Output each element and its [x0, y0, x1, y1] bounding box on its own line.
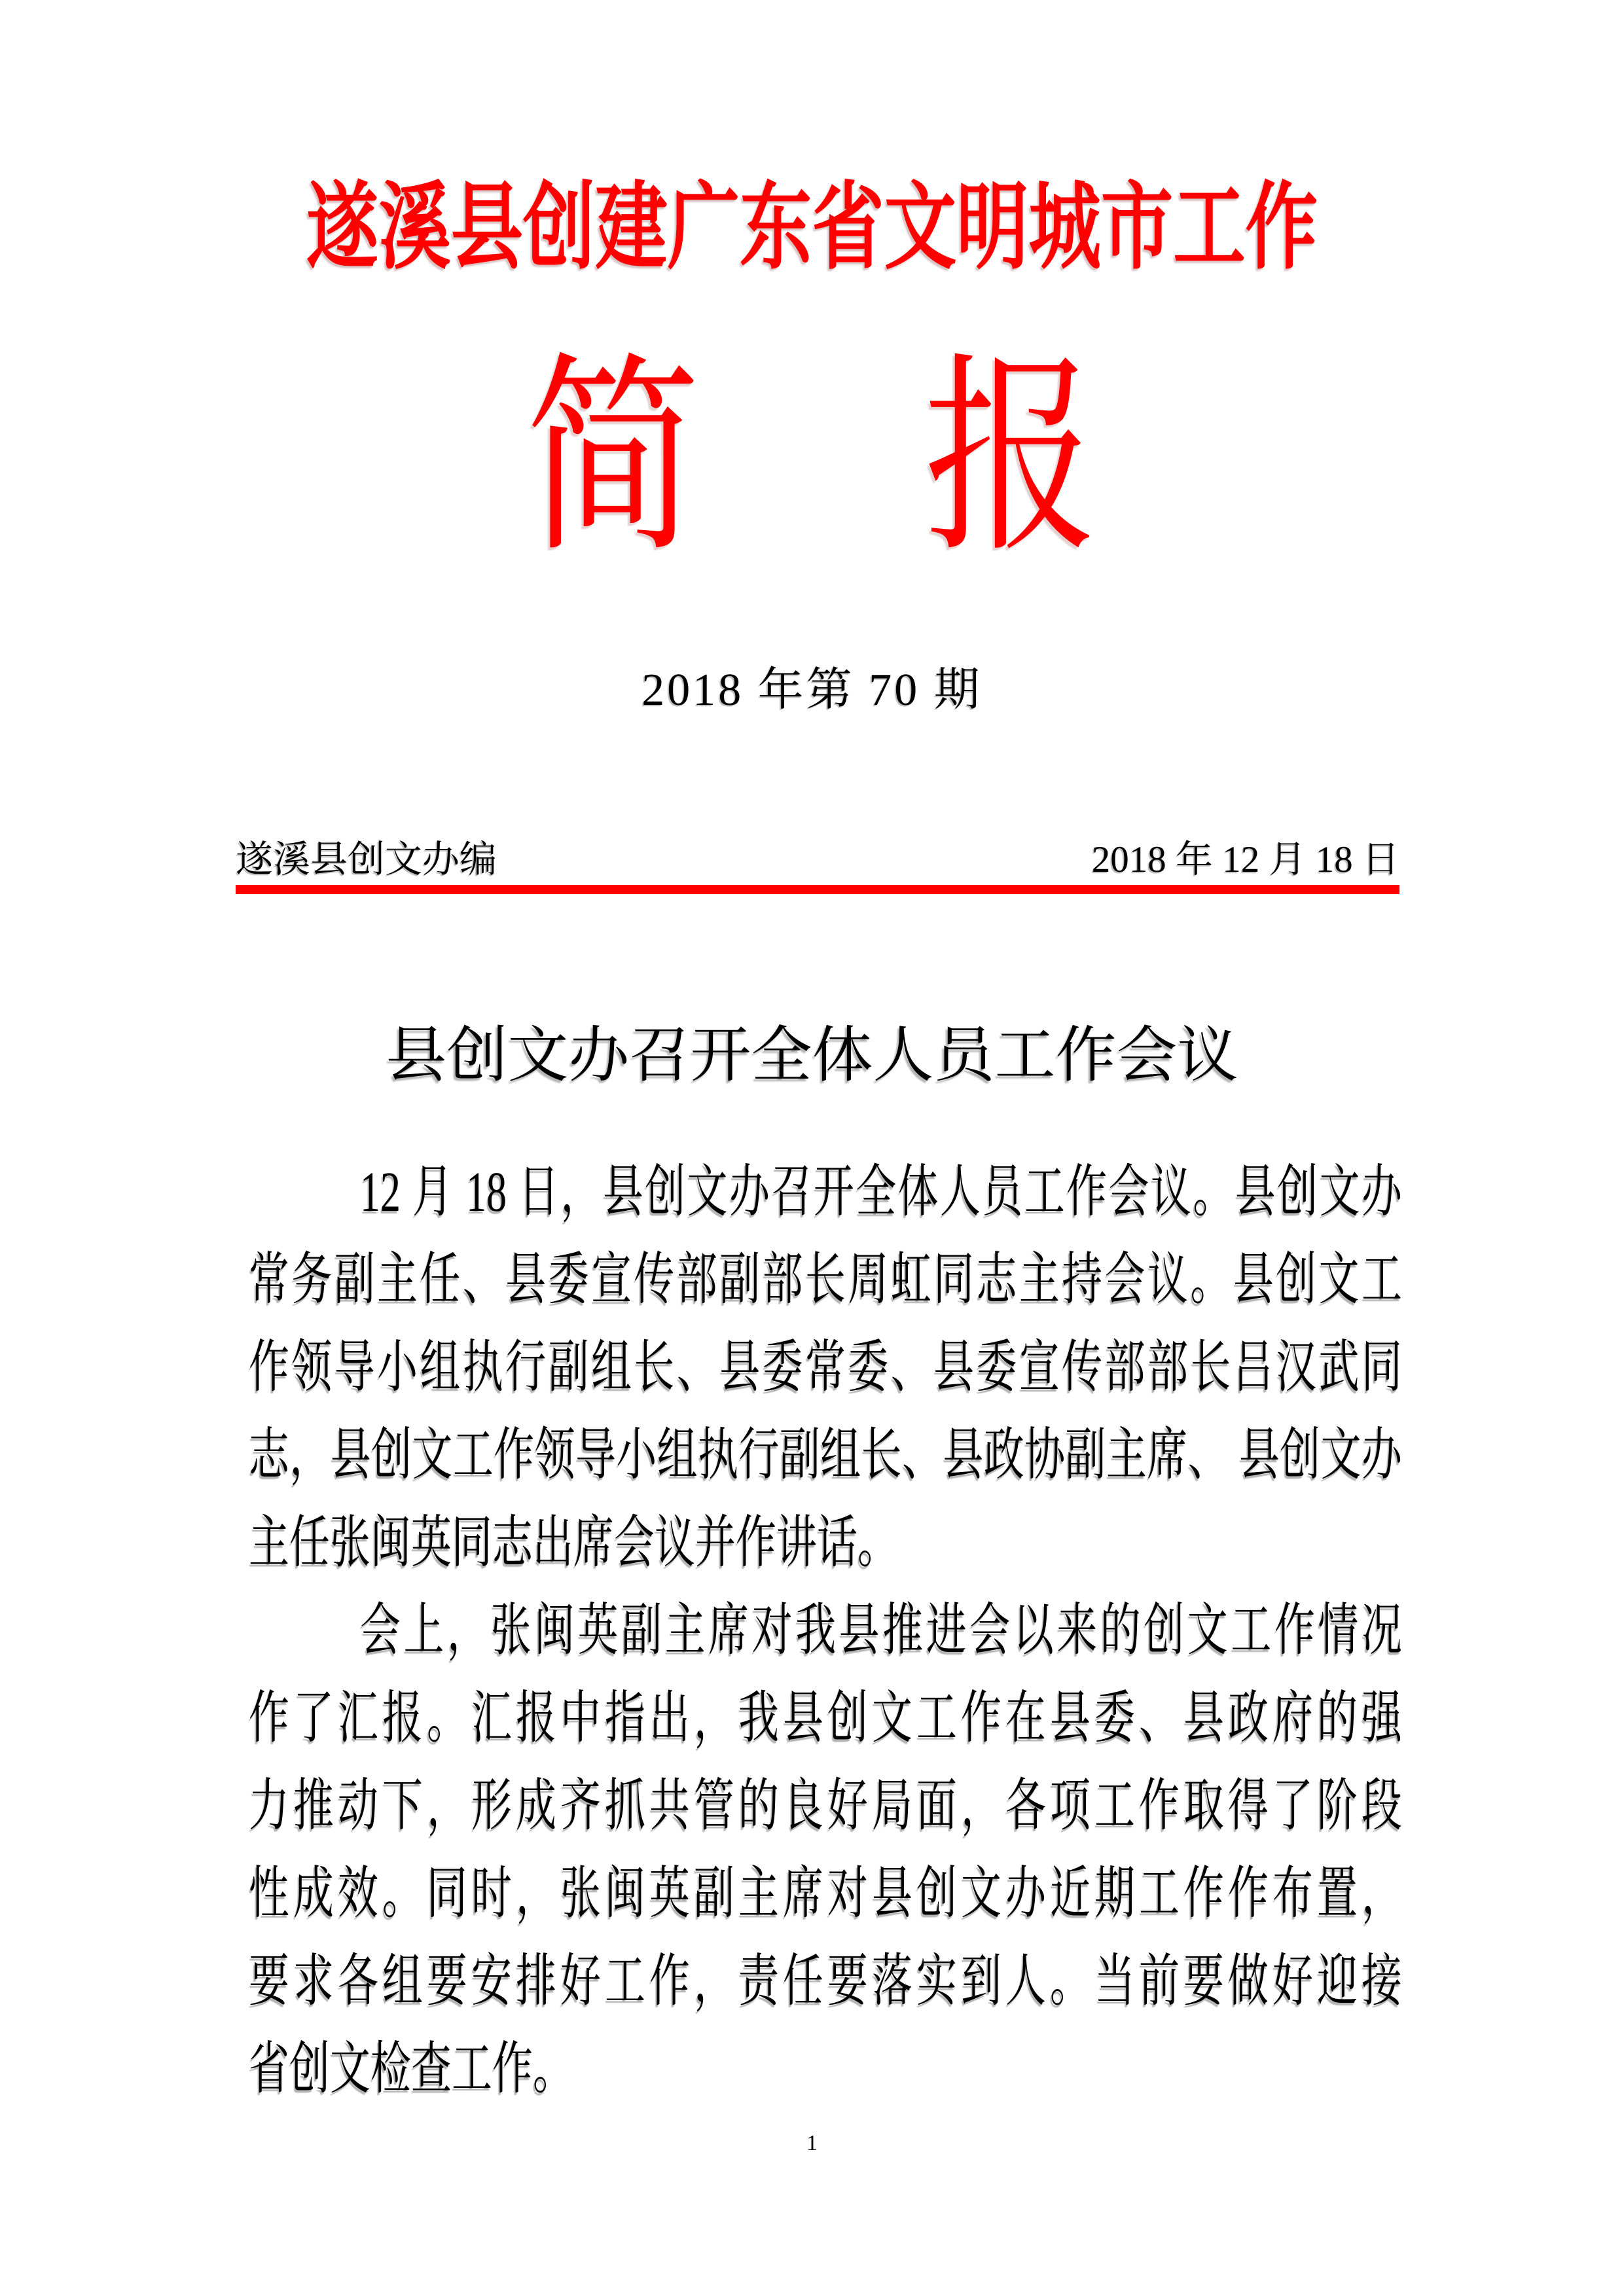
- body-text-line: 志，县创文工作领导小组执行副组长、县政协副主席、 县创文办: [249, 1424, 1402, 1487]
- body-text-line: 省创文检查工作。: [249, 2038, 574, 2101]
- issue-date: 2018 年 12 月 18 日: [1091, 839, 1399, 880]
- body-text-line: 主任张闽英同志出席会议并作讲话。: [249, 1512, 899, 1575]
- body-text-line: 力推动下，形成齐抓共管的良好局面，各项工作取得了阶段: [249, 1775, 1402, 1838]
- editor-label: 遂溪县创文办编: [236, 839, 497, 880]
- body-text-line: 作领导小组执行副组长、县委常委、县委宣传部部长吕汉武同: [249, 1336, 1402, 1399]
- body-text-line: 要求各组要安排好工作，责任要落实到人。当前要做好迎接: [249, 1950, 1402, 2013]
- body-text-line: 12 月 18 日，县创文办召开全体人员工作会议。县创文办: [360, 1161, 1402, 1224]
- red-divider-rule: [236, 885, 1399, 894]
- issue-number-line: 2018 年第 70 期: [641, 665, 983, 715]
- article-body: [249, 1149, 1402, 2113]
- bulletin-banner: [89, 342, 1534, 577]
- body-text-line: 作了汇报。汇报中指出，我县创文工作在县委、县政府的强: [249, 1687, 1402, 1750]
- banner-char-jian: 简: [526, 342, 701, 577]
- banner-char-bao: 报: [923, 342, 1098, 577]
- body-text-line: 性成效。同时，张闽英副主席对县创文办近期工作作布置，: [249, 1863, 1402, 1926]
- body-text-line: 常务副主任、县委宣传部副部长周虹同志主持会议。县创文工: [249, 1249, 1402, 1312]
- body-text-line: 会上，张闽英副主席对我县推进会以来的创文工作情况: [360, 1600, 1402, 1662]
- masthead-title: 遂溪县创建广东省文明城市工作: [306, 175, 1318, 281]
- editor-date-row: [236, 841, 1399, 878]
- page-number: 1: [806, 2131, 818, 2155]
- article-title: 县创文办召开全体人员工作会议: [386, 1022, 1238, 1090]
